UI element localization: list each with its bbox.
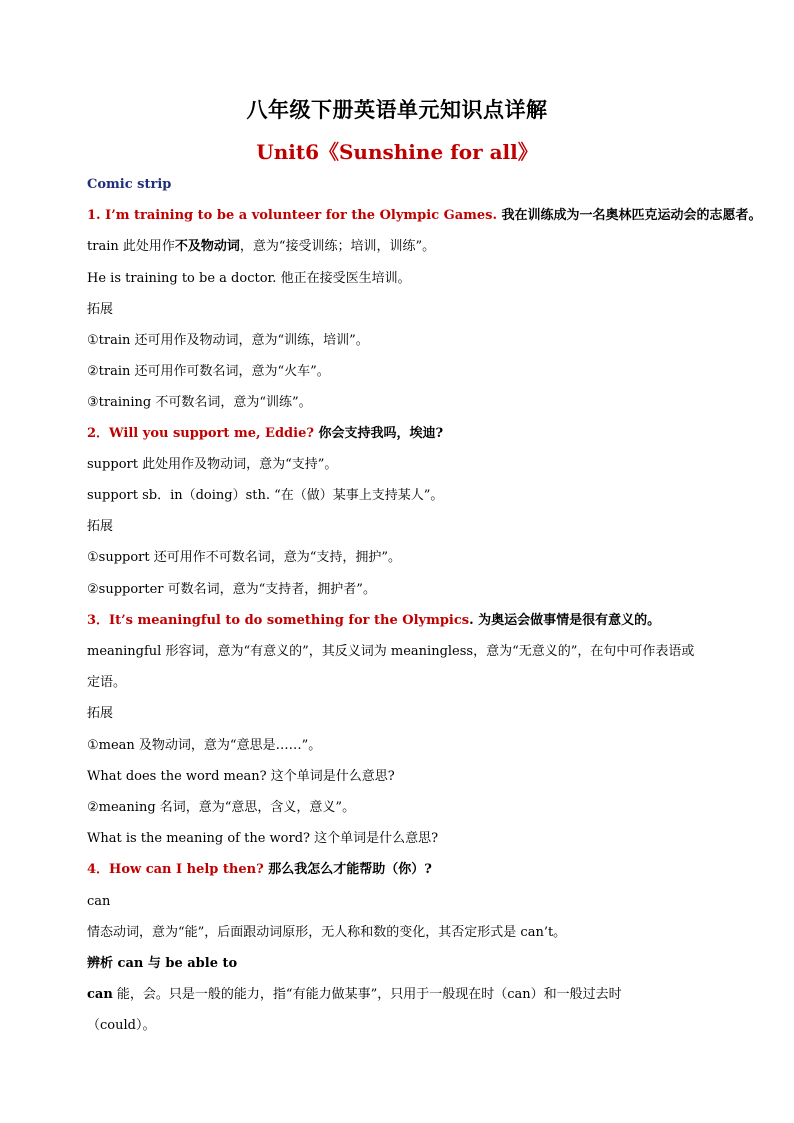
- point-3-heading: [87, 612, 727, 630]
- point-2-phrase: support sb．in（doing）sth. “在（做）某事上支持某人”。: [87, 488, 444, 503]
- point-2-heading: [87, 425, 727, 443]
- point-4-can-definition: 能，会。只是一般的能力，指“有能力做某事”，只用于一般现在时（can）和一般过去时: [112, 987, 622, 1002]
- point-3-english: It’s meaningful to do something for the Olympics: [109, 613, 470, 628]
- point-4-number: 4．: [87, 862, 110, 877]
- point-4-explanation: 情态动词，意为“能”，后面跟动词原形，无人称和数的变化，其否定形式是 can’t。: [87, 925, 567, 940]
- point-2-explanation: support 此处用作及物动词，意为“支持”。: [87, 457, 338, 472]
- point-1-number: 1.: [87, 208, 106, 223]
- point-3-number: 3．: [87, 613, 110, 628]
- point-4-comparison-line-2: （could）。: [87, 1018, 156, 1033]
- point-3-extension-label: 拓展: [87, 706, 114, 721]
- point-2-extension-2: ②supporter 可数名词，意为“支持者，拥护者”。: [87, 582, 376, 597]
- point-3-extension-1: ①mean 及物动词，意为“意思是……”。: [87, 738, 322, 753]
- point-1-expl-a: train 此处用作: [87, 239, 175, 254]
- point-1-example: He is training to be a doctor. 他正在接受医生培训。: [87, 271, 411, 286]
- point-3-extension-2: ②meaning 名词，意为“意思，含义，意义”。: [87, 800, 356, 815]
- point-3-chinese: . 为奥运会做事情是很有意义的。: [469, 613, 661, 628]
- point-3-extension-1-example: What does the word mean? 这个单词是什么意思?: [87, 769, 395, 784]
- document-subtitle: Unit6《Sunshine for all》: [256, 140, 538, 164]
- point-4-comparison-line-1: [87, 986, 727, 1004]
- point-4-comparison-heading: 辨析 can 与 be able to: [87, 956, 238, 971]
- point-4-can-term: can: [87, 987, 113, 1002]
- point-2-english: Will you support me, Eddie?: [109, 426, 314, 441]
- point-1-expl-b: 不及物动词: [174, 239, 240, 254]
- point-1-extension-2: ②train 还可用作可数名词，意为“火车”。: [87, 364, 330, 379]
- point-1-extension-1: ①train 还可用作及物动词，意为“训练，培训”。: [87, 333, 369, 348]
- point-1-heading: [87, 207, 762, 225]
- point-2-extension-label: 拓展: [87, 519, 114, 534]
- point-1-expl-c: ，意为“接受训练；培训，训练”。: [239, 239, 436, 254]
- document-title: 八年级下册英语单元知识点详解: [246, 97, 548, 122]
- point-1-extension-label: 拓展: [87, 302, 114, 317]
- point-4-chinese: 那么我怎么才能帮助（你）?: [263, 862, 432, 877]
- point-2-extension-1: ①support 还可用作不可数名词，意为“支持，拥护”。: [87, 550, 402, 565]
- point-4-keyword: can: [87, 894, 111, 909]
- point-1-english: I’m training to be a volunteer for the Olympic Games.: [105, 208, 498, 223]
- point-3-explanation-line-2: 定语。: [87, 675, 127, 690]
- point-1-chinese: 我在训练成为一名奥林匹克运动会的志愿者。: [497, 208, 762, 223]
- point-4-heading: [87, 861, 727, 879]
- point-2-number: 2．: [87, 426, 110, 441]
- point-1-explanation: [87, 238, 727, 256]
- point-2-chinese: 你会支持我吗，埃迪?: [313, 426, 444, 441]
- section-heading: Comic strip: [87, 177, 172, 192]
- point-3-extension-2-example: What is the meaning of the word? 这个单词是什么意思?: [87, 831, 439, 846]
- point-4-english: How can I help then?: [109, 862, 264, 877]
- point-1-extension-3: ③training 不可数名词，意为“训练”。: [87, 395, 312, 410]
- point-3-explanation-line-1: meaningful 形容词，意为“有意义的”，其反义词为 meaningless，意为“无意义的”，在句中可作表语或: [87, 644, 695, 659]
